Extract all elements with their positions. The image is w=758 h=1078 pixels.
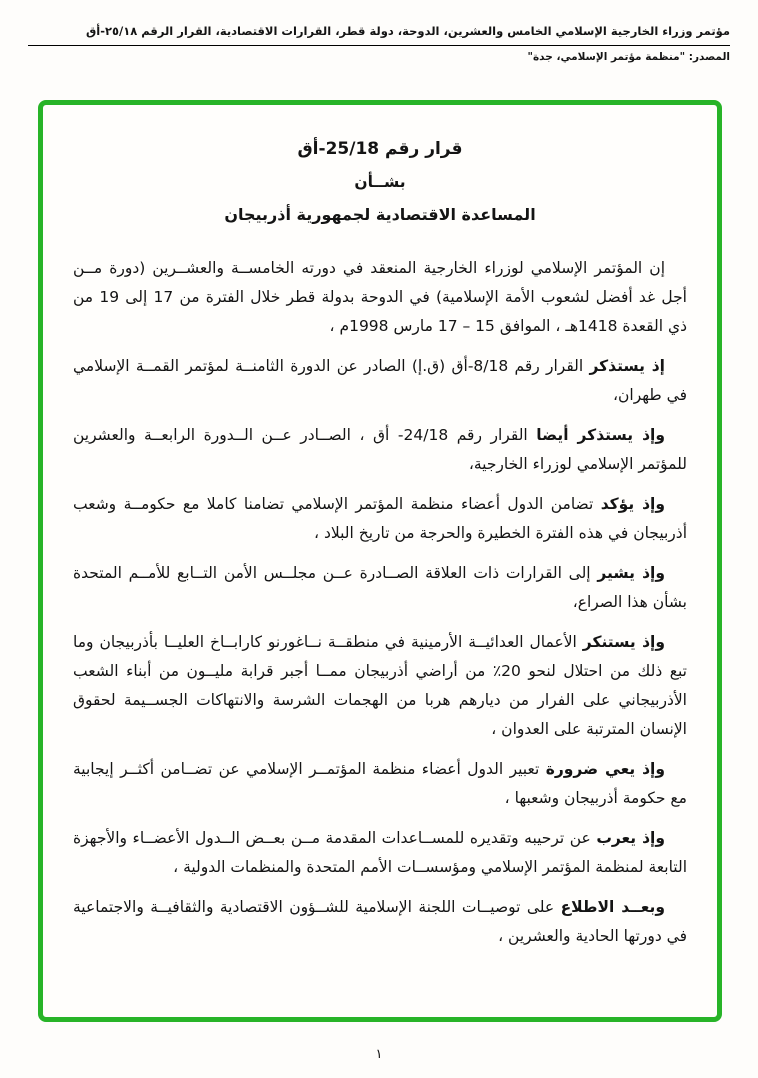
paragraph-lead: إذ يستذكر [589,357,665,375]
resolution-subject: المساعدة الاقتصادية لجمهورية أذربيجان [224,205,536,224]
paragraph-recalling-also [73,421,687,479]
header-source: المصدر: "منظمة مؤتمر الإسلامي، جدة" [527,51,730,64]
resolution-frame [38,100,722,1022]
paragraph-referring [73,559,687,617]
resolution-title [73,139,687,224]
paragraph-aware [73,755,687,813]
resolution-number: قرار رقم 25/18-أق [297,139,463,159]
paragraph-preamble [73,254,687,341]
paragraph-text: تضامن الدول أعضاء منظمة المؤتمر الإسلامي تضامنا كاملا مع حكومــة وشعب أذربيجان في هذه الفترة الخطيرة والحرجة من تاريخ البلاد ، [73,495,687,542]
paragraph-text: القرار رقم 24/18- أق ، الصــادر عــن الــدورة الرابعــة والعشرين للمؤتمر الإسلامي لوزراء الخارجية، [73,426,687,473]
paragraph-text: إلى القرارات ذات العلاقة الصــادرة عــن مجلــس الأمن التــابع للأمــم المتحدة بشأن هذا الصراع، [73,564,687,611]
paragraph-text: إن المؤتمر الإسلامي لوزراء الخارجية المنعقد في دورته الخامســة والعشــرين (دورة مــن أجل غد أفضل لشعوب الأمة الإسلامية) في الدوحة بدولة قطر خلال الفترة من 17 إلى 19 من ذي القعدة 1418هـ ، الموافق 15 – 17 مارس 1998م ، [73,259,687,335]
paragraph-text: الأعمال العدائيــة الأرمينية في منطقــة نــاغورنو كارابــاخ العليــا بأذربيجان وما تبع ذلك من احتلال لنحو 20٪ من أراضي أذربيجان ممــا أجبر قرابة مليــون من أبناء الشعب الأذربيجاني على الفرار من ديارهم هربا من الهجمات الشرسة والانتهاكات الجســيمة لحقوق الإنسان المترتبة على العدوان ، [73,633,687,738]
paragraph-lead: وإذ يستذكر أيضا [536,426,665,444]
paragraph-lead: وإذ يستنكر [582,633,666,651]
paragraph-affirming [73,490,687,548]
paragraph-expressing [73,824,687,882]
paragraph-text: على توصيــات اللجنة الإسلامية للشــؤون الاقتصادية والثقافيــة والاجتماعية في دورتها الحادية والعشرين ، [73,898,687,945]
header-citation: مؤتمر وزراء الخارجية الإسلامي الخامس والعشرين، الدوحة، دولة قطر، القرارات الاقتصادية، القرار الرقم ٢٥/١٨-أق [28,22,730,46]
paragraph-lead: وإذ يشير [597,564,665,582]
paragraph-text: عن ترحيبه وتقديره للمســاعدات المقدمة مــن بعــض الــدول الأعضــاء والأجهزة التابعة لمنظمة المؤتمر الإسلامي ومؤسســات الأمم المتحدة والمنظمات الدولية ، [73,829,687,876]
paragraph-having-reviewed [73,893,687,951]
paragraph-recalling [73,352,687,410]
paragraph-condemning [73,628,687,744]
page-number: ١ [375,1047,383,1062]
resolution-regarding: بشــأن [354,173,406,191]
paragraph-lead: وبعــد الاطلاع [560,898,666,916]
paragraph-text: القرار رقم 8/18-أق (ق.إ) الصادر عن الدورة الثامنــة لمؤتمر القمــة الإسلامي في طهران، [73,357,687,404]
paragraph-text: تعبير الدول أعضاء منظمة المؤتمــر الإسلامي عن تضــامن أكثــر إيجابية مع حكومة أذربيجان وشعبها ، [73,760,687,807]
paragraph-lead: وإذ يعي ضرورة [545,760,665,778]
paragraph-lead: وإذ يعرب [596,829,665,847]
document-header [28,22,730,63]
resolution-body [73,254,687,951]
paragraph-lead: وإذ يؤكد [600,495,665,513]
